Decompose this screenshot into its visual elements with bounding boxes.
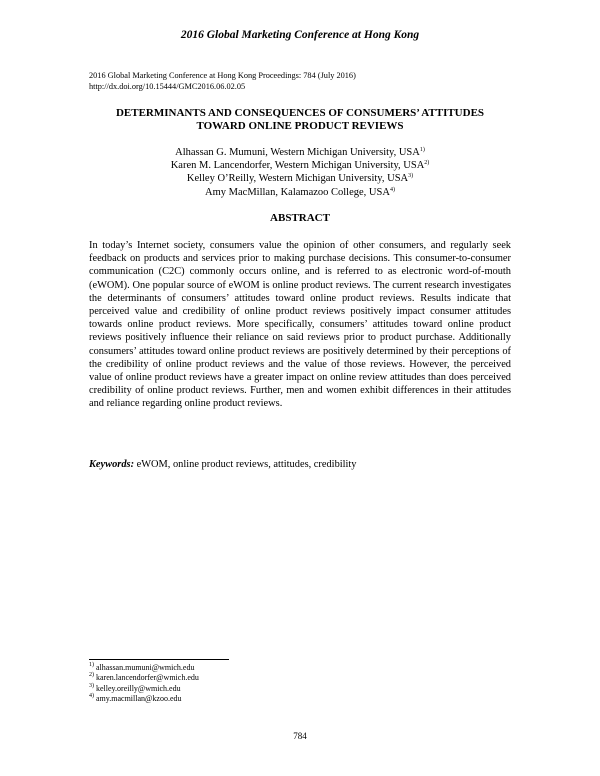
footnote-divider <box>89 659 229 660</box>
footnote-mark: 4) <box>89 692 94 699</box>
title-line-2: TOWARD ONLINE PRODUCT REVIEWS <box>196 120 404 132</box>
keywords-text: eWOM, online product reviews, attitudes, credibility <box>134 459 357 470</box>
abstract-body: In today’s Internet society, consumers value the opinion of other consumers, and regularly seek feedback on products and services prior to making purchase decisions. This consumer-to-consumer communication (C2C) commonly occurs online, and is referred to as electronic word-of-mouth (eWOM). One popular source of eWOM is online product reviews. The current research investigates the determinants of consumers’ attitudes toward online product reviews. Results indicate that perceived value and credibility of online product reviews positively impact consumer attitudes towards online product reviews. More specifically, consumers’ attitudes toward online product reviews positively influence their reliance on said reviews prior to product purchase. Additionally consumers’ attitudes toward online product reviews are positively determined by their perceptions of the credibility of online product reviews and the value of those reviews. However, the perceived value of online product reviews have a greater impact on online review attitudes than does perceived credibility of online product reviews. Further, men and women exhibit differences in their attitudes and reliance regarding online product reviews. <box>89 240 511 410</box>
author-name: Amy MacMillan, Kalamazoo College, USA <box>205 186 390 198</box>
paper-title <box>60 107 540 133</box>
footnote-mark: 1) <box>89 662 94 668</box>
footnote-1 <box>89 663 389 673</box>
author-mark: 4) <box>389 186 395 193</box>
author-name: Kelley O’Reilly, Western Michigan University, USA <box>186 173 409 185</box>
footnote-3 <box>89 684 389 694</box>
page-number: 784 <box>293 731 307 741</box>
author-3 <box>60 172 540 185</box>
title-line-1: DETERMINANTS AND CONSEQUENCES OF CONSUMERS’ ATTITUDES <box>115 107 485 119</box>
doi-link[interactable]: http://dx.doi.org/10.15444/GMC2016.06.02.05 <box>89 82 246 91</box>
author-1 <box>60 146 540 159</box>
footnote-email[interactable]: amy.macmillan@kzoo.edu <box>94 693 182 703</box>
author-list <box>60 146 540 199</box>
footnote-email[interactable]: kelley.oreilly@wmich.edu <box>94 683 181 693</box>
footnote-mark: 2) <box>89 672 94 679</box>
author-mark: 1) <box>419 147 425 153</box>
footnote-mark: 3) <box>89 682 94 689</box>
proceedings-info <box>89 70 529 92</box>
author-name: Alhassan G. Mumuni, Western Michigan University, USA <box>175 147 420 158</box>
running-header: 2016 Global Marketing Conference at Hong Kong <box>180 29 420 41</box>
footnote-email[interactable]: karen.lancendorfer@wmich.edu <box>94 673 199 683</box>
author-mark: 2) <box>424 160 430 167</box>
footnote-2 <box>89 673 389 683</box>
author-name: Karen M. Lancendorfer, Western Michigan University, USA <box>170 160 425 172</box>
abstract-heading: ABSTRACT <box>270 212 330 224</box>
author-4 <box>60 186 540 199</box>
keywords <box>89 458 511 471</box>
author-mark: 3) <box>408 173 414 180</box>
keywords-label: Keywords: <box>89 459 135 470</box>
footnote-email[interactable]: alhassan.mumuni@wmich.edu <box>94 663 195 672</box>
author-2 <box>60 159 540 172</box>
footnote-4 <box>89 694 389 704</box>
proceedings-citation: 2016 Global Marketing Conference at Hong Kong Proceedings: 784 (July 2016) <box>89 71 356 80</box>
footnotes <box>89 663 389 704</box>
